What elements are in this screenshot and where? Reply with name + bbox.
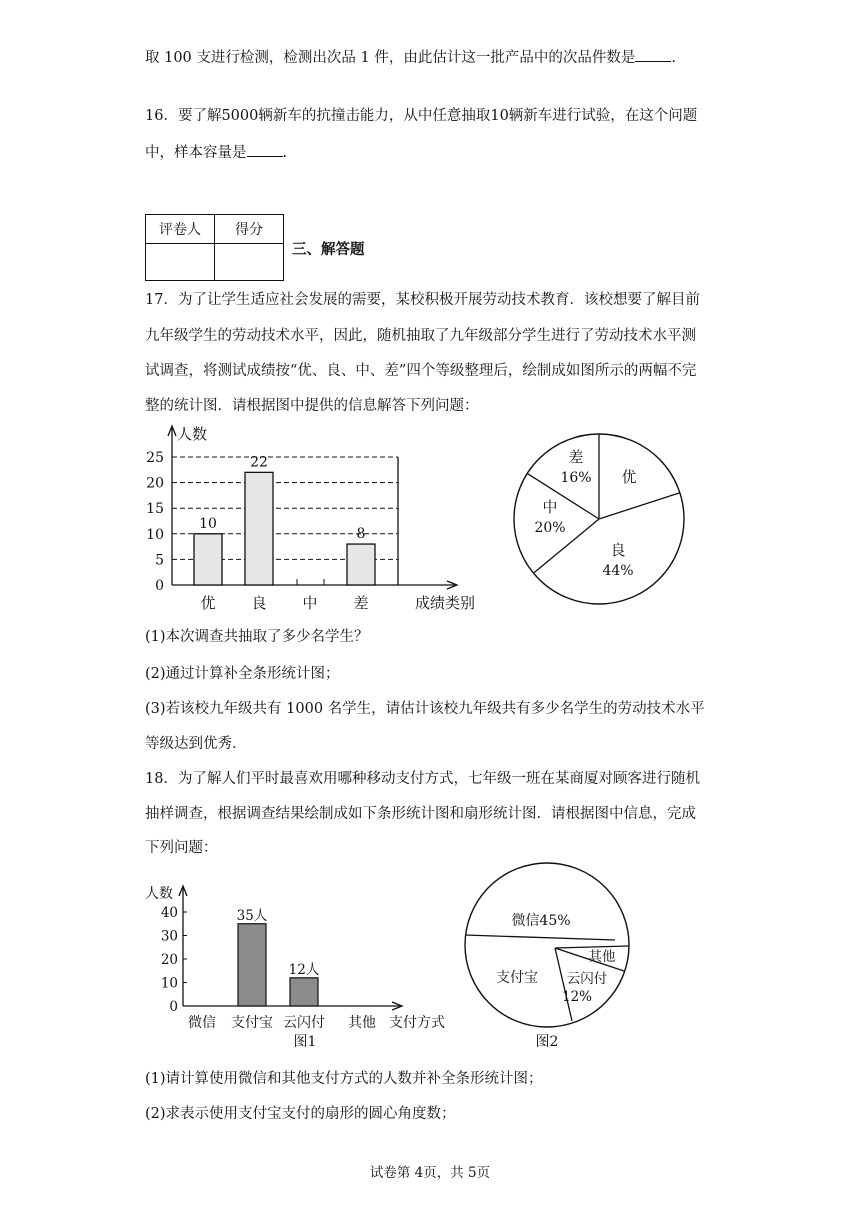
x-tick-label: 差 [353,594,369,612]
x-tick-label: 微信 [188,1015,216,1031]
pie-slice-name: 优 [621,468,637,486]
bar [238,924,266,1006]
score-table-score-header: 得分 [215,215,284,244]
y-tick-label: 10 [146,526,164,543]
text-line: 取 100 支进行检测，检测出次品 1 件，由此估计这一批产品中的次品件数是 . [145,47,725,68]
y-axis-label: 人数 [177,425,208,443]
answer-blank [247,142,283,157]
score-table-score-cell [215,244,284,281]
score-table-grader-cell [146,244,215,281]
question-17-sub2: (2)通过计算补全条形统计图； [145,666,340,682]
answer-blank [635,47,671,62]
x-tick-label: 其他 [348,1015,376,1031]
section-title: 三、解答题 [292,241,365,258]
question-18-line2: 抽样调查，根据调查结果绘制成如下条形统计图和扇形统计图．请根据图中信息，完成 [145,806,696,822]
x-axis-label: 成绩类别 [414,594,476,612]
bar-data-label: 12人 [288,961,320,978]
question-17-line4: 整的统计图．请根据图中提供的信息解答下列问题： [145,398,479,414]
x-tick-label: 云闪付 [283,1015,325,1031]
y-tick-label: 15 [146,501,164,518]
pie-slice-percent: 12% [561,989,593,1005]
pie-slice-name: 差 [568,448,584,466]
q17-pie-chart [505,428,695,618]
question-18-line1: 18．为了解人们平时最喜欢用哪种移动支付方式，七年级一班在某商厦对顾客进行随机 [145,771,700,787]
y-tick-label: 20 [160,952,178,968]
pie-slice-name: 微信45% [511,913,571,929]
question-18-line3: 下列问题： [145,840,218,856]
question-17-line2: 九年级学生的劳动技术水平，因此，随机抽取了九年级部分学生进行了劳动技术水平测 [145,328,696,344]
pie-slice-percent: 16% [560,470,592,486]
y-tick-label: 10 [160,975,178,992]
question-17-line3: 试调查，将测试成绩按“优、良、中、差”四个等级整理后，绘制成如图所示的两幅不完 [145,363,697,379]
pie-slice-name: 支付宝 [496,970,538,986]
y-tick-label: 20 [146,475,164,492]
q18-bar-chart [140,878,460,1053]
score-table-grader-header: 评卷人 [146,215,215,244]
question-18-sub2: (2)求表示使用支付宝支付的扇形的圆心角度数； [145,1106,456,1122]
pie-slice-name: 其他 [588,949,616,965]
pie-slice-name: 良 [610,541,626,559]
y-tick-label: 0 [169,999,178,1015]
y-tick-label: 25 [146,450,164,466]
bar-data-label: 10 [199,515,217,532]
bar [290,978,318,1006]
pie-slice-percent: 20% [534,520,566,536]
question-17-sub1: (1)本次调查共抽取了多少名学生？ [145,629,369,645]
page-footer: 试卷第 4页，共 5页 [369,1165,491,1181]
question-16-line1: 16．要了解5000辆新车的抗撞击能力，从中任意抽取10辆新车进行试验，在这个问题 [145,108,698,124]
pie-outline [465,863,629,1027]
question-16-line2: 中，样本容量是 . [145,142,725,163]
figure-caption: 图1 [293,1034,317,1050]
y-tick-label: 40 [160,905,178,921]
pie-slice-percent: 44% [602,563,634,579]
question-18-sub1: (1)请计算使用微信和其他支付方式的人数并补全条形统计图； [145,1071,543,1087]
y-axis-label: 人数 [145,886,173,902]
bar-data-label: 8 [356,526,366,543]
question-17-sub3-line2: 等级达到优秀． [145,736,247,752]
y-tick-label: 5 [155,552,164,569]
bar-data-label: 22 [250,454,268,471]
bar [347,544,375,585]
x-tick-label: 优 [200,594,216,612]
x-tick-label: 良 [251,594,267,612]
x-tick-label: 支付宝 [231,1015,273,1031]
y-tick-label: 30 [160,928,178,945]
bar [245,472,273,585]
pie-slice-name: 中 [542,498,558,516]
q17-bar-chart [140,420,490,620]
question-17-sub3-line1: (3)若该校九年级共有 1000 名学生，请估计该校九年级共有多少名学生的劳动技术水平 [145,701,705,717]
figure-caption: 图2 [535,1034,559,1050]
y-tick-label: 0 [155,578,164,594]
bar-data-label: 35人 [236,907,268,924]
pie-slice-name: 云闪付 [566,971,608,987]
question-17-line1: 17．为了让学生适应社会发展的需要，某校积极开展劳动技术教育．该校想要了解目前 [145,292,700,308]
x-tick-label: 中 [302,594,318,612]
q18-pie-chart [455,860,635,1055]
score-table [145,214,284,281]
x-axis-label: 支付方式 [389,1015,445,1031]
bar [194,534,222,585]
